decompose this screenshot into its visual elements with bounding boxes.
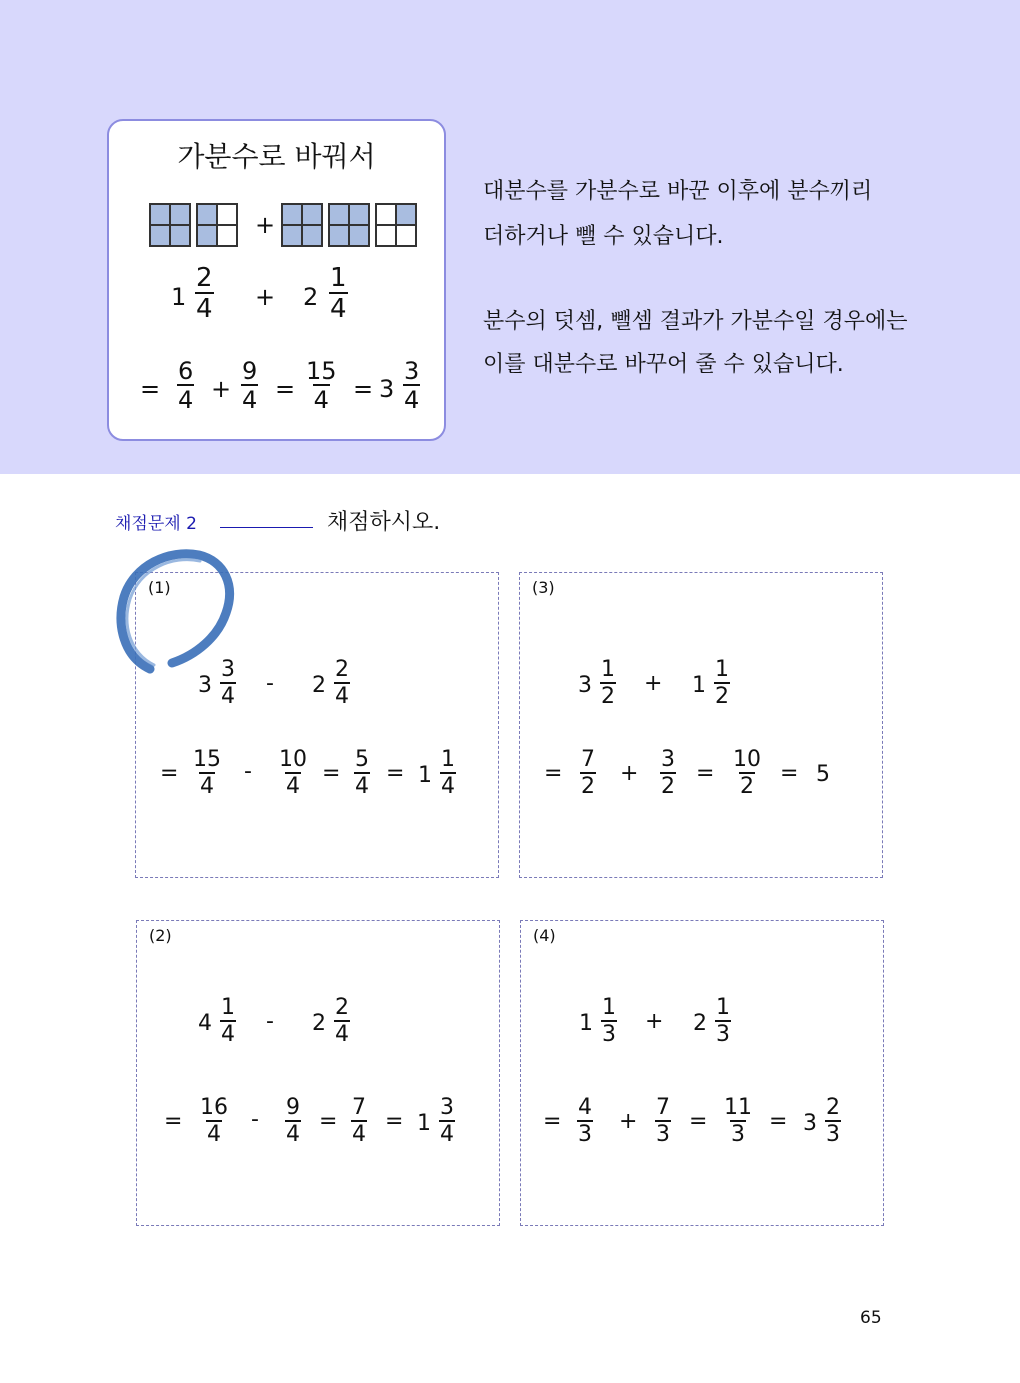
description-line: 분수의 덧셈, 뺄셈 결과가 가분수일 경우에는 <box>483 309 908 334</box>
problem-box-2 <box>136 920 500 1226</box>
equals-sign: = <box>322 761 341 786</box>
fraction: $\frac{2}{4}$ <box>335 995 349 1047</box>
problem-box-3 <box>519 572 883 878</box>
operator: - <box>251 1107 259 1132</box>
fraction: $\frac{1}{4}$ <box>330 263 347 324</box>
operator: + <box>645 1009 664 1034</box>
section-title: 채점문제 2 <box>115 514 197 534</box>
whole-number: 2 <box>693 1011 707 1036</box>
description-line: 대분수를 가분수로 바꾼 이후에 분수끼리 <box>483 179 873 204</box>
whole-number: 1 <box>692 673 706 698</box>
fraction: $\frac{6}{4}$ <box>178 357 194 414</box>
fraction: $\frac{7}{4}$ <box>352 1095 366 1147</box>
equals-sign: = <box>164 1109 183 1134</box>
fraction: $\frac{4}{3}$ <box>578 1095 592 1147</box>
whole-number: 1 <box>418 763 432 788</box>
fraction: $\frac{16}{4}$ <box>200 1095 228 1147</box>
whole-number: 4 <box>198 1011 212 1036</box>
fraction: $\frac{3}{4}$ <box>221 657 235 709</box>
fraction: $\frac{10}{4}$ <box>279 747 307 799</box>
problem-label: (4) <box>533 926 556 945</box>
fraction: $\frac{3}{4}$ <box>404 357 420 414</box>
fraction: $\frac{1}{2}$ <box>715 657 729 709</box>
page-number: 65 <box>860 1308 882 1328</box>
whole-number: 1 <box>579 1011 593 1036</box>
plus-sign: + <box>255 211 276 239</box>
fraction: $\frac{1}{3}$ <box>716 995 730 1047</box>
whole-number: 2 <box>312 673 326 698</box>
problem-label: (1) <box>148 578 171 597</box>
operator: + <box>644 671 663 696</box>
description-line: 이를 대분수로 바꾸어 줄 수 있습니다. <box>483 352 844 377</box>
operator: + <box>211 375 232 403</box>
fraction-model-box <box>149 203 191 247</box>
answer-blank[interactable] <box>220 527 313 528</box>
fraction: $\frac{3}{4}$ <box>440 1095 454 1147</box>
operator: - <box>266 671 274 696</box>
equals-sign: = <box>140 375 161 403</box>
equals-sign: = <box>780 761 799 786</box>
whole-number: 3 <box>578 673 592 698</box>
example-card <box>107 119 446 441</box>
fraction: $\frac{2}{3}$ <box>826 1095 840 1147</box>
operator: - <box>266 1009 274 1034</box>
fraction: $\frac{1}{2}$ <box>601 657 615 709</box>
whole-number: 3 <box>379 375 395 403</box>
fraction: $\frac{2}{4}$ <box>196 263 213 324</box>
instruction: 채점하시오. <box>327 510 441 535</box>
fraction: $\frac{9}{4}$ <box>286 1095 300 1147</box>
equals-sign: = <box>353 375 374 403</box>
fraction: $\frac{15}{4}$ <box>193 747 221 799</box>
equals-sign: = <box>385 1109 404 1134</box>
operator: + <box>620 761 639 786</box>
operator: + <box>255 283 276 311</box>
whole-number: 1 <box>171 283 187 311</box>
whole-number: 2 <box>312 1011 326 1036</box>
equals-sign: = <box>696 761 715 786</box>
equals-sign: = <box>386 761 405 786</box>
whole-number: 3 <box>803 1111 817 1136</box>
equals-sign: = <box>769 1109 788 1134</box>
fraction-model-box <box>375 203 417 247</box>
result-value: 5 <box>816 762 830 787</box>
fraction: $\frac{1}{3}$ <box>602 995 616 1047</box>
equals-sign: = <box>319 1109 338 1134</box>
fraction: $\frac{10}{2}$ <box>733 747 761 799</box>
equals-sign: = <box>544 761 563 786</box>
fraction: $\frac{2}{4}$ <box>335 657 349 709</box>
fraction: $\frac{7}{2}$ <box>581 747 595 799</box>
card-title: 가분수로 바꿔서 <box>177 140 376 173</box>
problem-label: (2) <box>149 926 172 945</box>
fraction: $\frac{7}{3}$ <box>656 1095 670 1147</box>
equals-sign: = <box>160 761 179 786</box>
equals-sign: = <box>543 1109 562 1134</box>
fraction: $\frac{5}{4}$ <box>355 747 369 799</box>
fraction-model-box <box>328 203 370 247</box>
grading-circle-icon <box>114 545 239 675</box>
fraction: $\frac{11}{3}$ <box>724 1095 752 1147</box>
whole-number: 1 <box>417 1111 431 1136</box>
equals-sign: = <box>275 375 296 403</box>
fraction: $\frac{3}{2}$ <box>661 747 675 799</box>
fraction: $\frac{1}{4}$ <box>441 747 455 799</box>
fraction: $\frac{15}{4}$ <box>306 357 337 414</box>
fraction-model-box <box>281 203 323 247</box>
fraction: $\frac{9}{4}$ <box>242 357 258 414</box>
fraction: $\frac{1}{4}$ <box>221 995 235 1047</box>
description-line: 더하거나 뺄 수 있습니다. <box>483 224 724 249</box>
equals-sign: = <box>689 1109 708 1134</box>
operator: - <box>244 759 252 784</box>
whole-number: 2 <box>303 283 319 311</box>
operator: + <box>619 1109 638 1134</box>
problem-label: (3) <box>532 578 555 597</box>
fraction-model-box <box>196 203 238 247</box>
problem-box-4 <box>520 920 884 1226</box>
whole-number: 3 <box>198 673 212 698</box>
